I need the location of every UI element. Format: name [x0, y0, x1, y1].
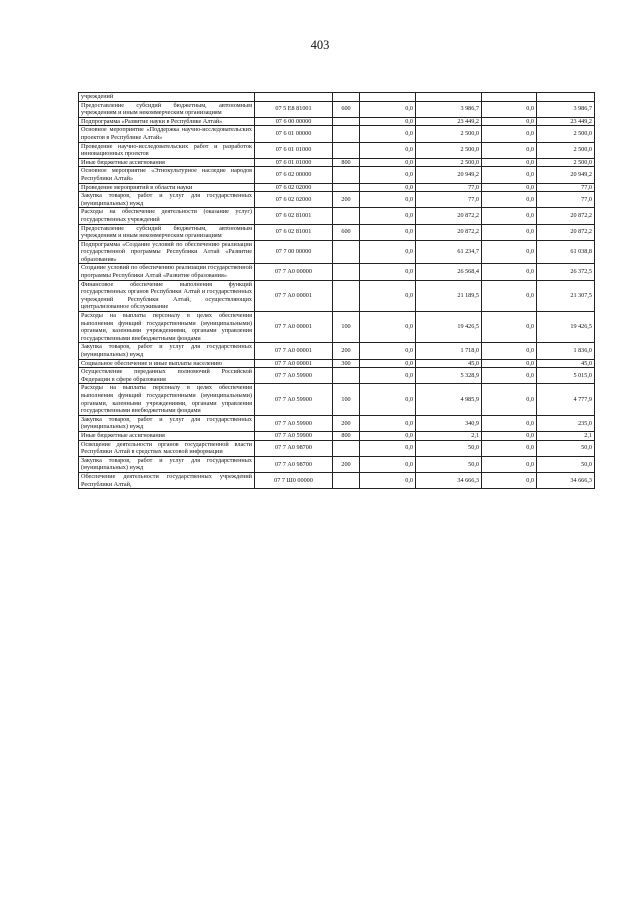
row-code: 07 7 А0 59900 — [255, 384, 333, 415]
row-code: 07 7 А0 98700 — [255, 456, 333, 472]
row-name: Подпрограмма «Создание условий по обеспечению реализации государственной программы Республики Алтай «Развитие образования» — [79, 240, 255, 264]
row-value-2: 2 500,0 — [416, 158, 482, 167]
row-code: 07 7 00 00000 — [255, 240, 333, 264]
table-row — [79, 472, 595, 488]
row-code: 07 6 01 00000 — [255, 126, 333, 142]
row-expense-type — [333, 440, 360, 456]
row-expense-type: 200 — [333, 415, 360, 431]
row-value-1: 0,0 — [360, 415, 416, 431]
row-value-4: 3 986,7 — [537, 101, 595, 117]
row-value-1: 0,0 — [360, 280, 416, 311]
row-value-4: 23 449,2 — [537, 117, 595, 126]
table-row — [79, 101, 595, 117]
table-row — [79, 208, 595, 224]
row-code: 07 7 А0 98700 — [255, 440, 333, 456]
table-body — [79, 93, 595, 489]
row-value-1: 0,0 — [360, 142, 416, 158]
row-code: 07 7 Ш0 00000 — [255, 472, 333, 488]
table-row — [79, 192, 595, 208]
row-name: Подпрограмма «Развитие науки в Республике Алтай» — [79, 117, 255, 126]
row-value-1: 0,0 — [360, 431, 416, 440]
row-expense-type: 800 — [333, 158, 360, 167]
row-value-1: 0,0 — [360, 440, 416, 456]
table-row — [79, 280, 595, 311]
table-row — [79, 224, 595, 240]
row-code: 07 7 А0 00001 — [255, 280, 333, 311]
row-value-4: 61 038,8 — [537, 240, 595, 264]
row-value-2: 61 234,7 — [416, 240, 482, 264]
row-expense-type — [333, 240, 360, 264]
row-value-3: 0,0 — [482, 368, 537, 384]
row-value-1: 0,0 — [360, 192, 416, 208]
row-value-3: 0,0 — [482, 117, 537, 126]
row-value-3 — [482, 93, 537, 102]
page-number: 403 — [310, 38, 330, 52]
row-value-3: 0,0 — [482, 192, 537, 208]
row-value-4: 235,0 — [537, 415, 595, 431]
row-value-3: 0,0 — [482, 101, 537, 117]
row-expense-type: 600 — [333, 101, 360, 117]
table-row — [79, 126, 595, 142]
row-value-4: 2 500,0 — [537, 126, 595, 142]
row-value-1: 0,0 — [360, 368, 416, 384]
table-row — [79, 456, 595, 472]
row-expense-type — [333, 167, 360, 183]
table-row — [79, 158, 595, 167]
row-name: Иные бюджетные ассигнования — [79, 158, 255, 167]
row-value-1: 0,0 — [360, 208, 416, 224]
row-code: 07 7 А0 59900 — [255, 415, 333, 431]
row-code: 07 6 00 00000 — [255, 117, 333, 126]
row-value-3: 0,0 — [482, 183, 537, 192]
row-value-2: 4 985,9 — [416, 384, 482, 415]
row-value-1: 0,0 — [360, 117, 416, 126]
row-name: Основное мероприятие «Этнокультурное наследие народов Республики Алтай» — [79, 167, 255, 183]
row-code: 07 6 02 02000 — [255, 192, 333, 208]
row-expense-type: 200 — [333, 343, 360, 359]
row-expense-type — [333, 93, 360, 102]
row-value-4: 26 372,5 — [537, 264, 595, 280]
row-value-4: 20 872,2 — [537, 224, 595, 240]
row-value-1: 0,0 — [360, 312, 416, 343]
row-value-4: 20 949,2 — [537, 167, 595, 183]
table-row — [79, 384, 595, 415]
row-value-2: 23 449,2 — [416, 117, 482, 126]
row-value-3: 0,0 — [482, 431, 537, 440]
row-value-4: 2 500,0 — [537, 158, 595, 167]
table-row — [79, 431, 595, 440]
row-value-4 — [537, 93, 595, 102]
row-value-2: 77,0 — [416, 192, 482, 208]
row-expense-type: 200 — [333, 192, 360, 208]
row-code: 07 7 А0 00000 — [255, 264, 333, 280]
row-value-4: 77,0 — [537, 192, 595, 208]
row-value-3: 0,0 — [482, 312, 537, 343]
row-name: Расходы на выплаты персоналу в целях обеспечения выполнения функций государственными (муниципальными) органами, казенными учреждениями, органами управления государственными внебюджетными фондами — [79, 384, 255, 415]
table-row — [79, 415, 595, 431]
row-value-1: 0,0 — [360, 472, 416, 488]
row-name: Проведение мероприятий в области науки — [79, 183, 255, 192]
row-expense-type — [333, 472, 360, 488]
budget-table — [78, 92, 595, 489]
row-value-4: 4 777,9 — [537, 384, 595, 415]
row-value-2: 77,0 — [416, 183, 482, 192]
row-value-2: 2,1 — [416, 431, 482, 440]
row-expense-type: 200 — [333, 456, 360, 472]
row-code: 07 7 А0 00001 — [255, 312, 333, 343]
row-name: Проведение научно-исследовательских работ и разработок инновационных проектов — [79, 142, 255, 158]
row-value-2: 45,0 — [416, 359, 482, 368]
row-value-4: 19 426,5 — [537, 312, 595, 343]
row-expense-type — [333, 264, 360, 280]
row-value-4: 50,0 — [537, 440, 595, 456]
row-value-4: 21 307,5 — [537, 280, 595, 311]
row-expense-type — [333, 126, 360, 142]
row-name: Закупка товаров, работ и услуг для государственных (муниципальных) нужд — [79, 456, 255, 472]
table-row — [79, 142, 595, 158]
row-name: Закупка товаров, работ и услуг для государственных (муниципальных) нужд — [79, 192, 255, 208]
row-value-1: 0,0 — [360, 167, 416, 183]
row-value-2: 2 500,0 — [416, 126, 482, 142]
row-value-4: 45,0 — [537, 359, 595, 368]
row-code: 07 6 01 01000 — [255, 142, 333, 158]
row-value-1: 0,0 — [360, 359, 416, 368]
row-name: Создание условий по обеспечению реализации государственной программы Республики Алтай «Развитие образования» — [79, 264, 255, 280]
row-value-2 — [416, 93, 482, 102]
row-value-2: 340,9 — [416, 415, 482, 431]
row-code: 07 7 А0 59900 — [255, 368, 333, 384]
row-code: 07 7 А0 59900 — [255, 431, 333, 440]
row-value-1: 0,0 — [360, 224, 416, 240]
row-value-3: 0,0 — [482, 158, 537, 167]
table-row — [79, 117, 595, 126]
row-value-3: 0,0 — [482, 224, 537, 240]
table-row — [79, 368, 595, 384]
row-expense-type — [333, 142, 360, 158]
row-expense-type: 600 — [333, 224, 360, 240]
row-name: Иные бюджетные ассигнования — [79, 431, 255, 440]
table-row — [79, 343, 595, 359]
row-value-3: 0,0 — [482, 167, 537, 183]
row-name: учреждений — [79, 93, 255, 102]
row-value-1: 0,0 — [360, 240, 416, 264]
row-expense-type: 100 — [333, 312, 360, 343]
row-code: 07 6 02 00000 — [255, 167, 333, 183]
table-row — [79, 240, 595, 264]
row-value-4: 34 666,3 — [537, 472, 595, 488]
row-value-2: 20 872,2 — [416, 224, 482, 240]
row-name: Обеспечение деятельности государственных учреждений Республики Алтай, — [79, 472, 255, 488]
row-expense-type: 100 — [333, 384, 360, 415]
row-name: Расходы на обеспечение деятельности (оказание услуг) государственных учреждений — [79, 208, 255, 224]
row-expense-type — [333, 117, 360, 126]
row-code: 07 6 02 02000 — [255, 183, 333, 192]
row-code: 07 5 E8 81001 — [255, 101, 333, 117]
row-value-3: 0,0 — [482, 208, 537, 224]
row-name: Расходы на выплаты персоналу в целях обеспечения выполнения функций государственными (муниципальными) органами, казенными учреждениями, органами управления государственными внебюджетными фондами — [79, 312, 255, 343]
row-value-3: 0,0 — [482, 440, 537, 456]
row-value-2: 2 500,0 — [416, 142, 482, 158]
row-code — [255, 93, 333, 102]
row-value-1: 0,0 — [360, 101, 416, 117]
row-value-4: 50,0 — [537, 456, 595, 472]
row-name: Предоставление субсидий бюджетным, автономным учреждениям и иным некоммерческим организациям — [79, 224, 255, 240]
row-value-3: 0,0 — [482, 280, 537, 311]
row-value-4: 5 015,0 — [537, 368, 595, 384]
row-value-1: 0,0 — [360, 158, 416, 167]
row-value-2: 19 426,5 — [416, 312, 482, 343]
row-value-3: 0,0 — [482, 384, 537, 415]
row-value-1: 0,0 — [360, 343, 416, 359]
row-name: Закупка товаров, работ и услуг для государственных (муниципальных) нужд — [79, 415, 255, 431]
row-value-2: 20 949,2 — [416, 167, 482, 183]
row-code: 07 7 А0 00001 — [255, 343, 333, 359]
table-row — [79, 359, 595, 368]
row-value-2: 50,0 — [416, 440, 482, 456]
row-value-2: 5 328,9 — [416, 368, 482, 384]
row-name: Закупка товаров, работ и услуг для государственных (муниципальных) нужд — [79, 343, 255, 359]
row-name: Осуществление переданных полномочий Российской Федерации в сфере образования — [79, 368, 255, 384]
table-row — [79, 167, 595, 183]
row-value-4: 2 500,0 — [537, 142, 595, 158]
row-expense-type — [333, 280, 360, 311]
row-value-2: 1 718,0 — [416, 343, 482, 359]
row-value-3: 0,0 — [482, 456, 537, 472]
row-name: Освещение деятельности органов государственной власти Республики Алтай в средствах массовой информации — [79, 440, 255, 456]
row-value-2: 21 189,5 — [416, 280, 482, 311]
row-value-4: 2,1 — [537, 431, 595, 440]
row-code: 07 7 А0 00001 — [255, 359, 333, 368]
table-row — [79, 93, 595, 102]
row-expense-type — [333, 183, 360, 192]
row-value-1 — [360, 93, 416, 102]
row-value-3: 0,0 — [482, 415, 537, 431]
row-value-1: 0,0 — [360, 456, 416, 472]
table-row — [79, 440, 595, 456]
row-expense-type — [333, 368, 360, 384]
row-value-1: 0,0 — [360, 264, 416, 280]
table-row — [79, 312, 595, 343]
row-value-1: 0,0 — [360, 126, 416, 142]
table-row — [79, 183, 595, 192]
row-code: 07 6 02 81001 — [255, 224, 333, 240]
row-expense-type — [333, 208, 360, 224]
row-value-1: 0,0 — [360, 384, 416, 415]
row-value-2: 34 666,3 — [416, 472, 482, 488]
row-expense-type: 300 — [333, 359, 360, 368]
row-value-4: 20 872,2 — [537, 208, 595, 224]
row-code: 07 6 01 01000 — [255, 158, 333, 167]
row-value-4: 1 836,0 — [537, 343, 595, 359]
row-value-3: 0,0 — [482, 343, 537, 359]
row-value-3: 0,0 — [482, 142, 537, 158]
row-name: Финансовое обеспечение выполнения функций государственных органов Республики Алтай и государственных учреждений Республики Алтай, осуществляющих централизованное обслуживание — [79, 280, 255, 311]
row-value-2: 50,0 — [416, 456, 482, 472]
row-value-2: 20 872,2 — [416, 208, 482, 224]
row-value-3: 0,0 — [482, 126, 537, 142]
row-expense-type: 800 — [333, 431, 360, 440]
row-code: 07 6 02 81001 — [255, 208, 333, 224]
row-value-2: 3 986,7 — [416, 101, 482, 117]
row-value-3: 0,0 — [482, 472, 537, 488]
row-name: Социальное обеспечение и иные выплаты населению — [79, 359, 255, 368]
row-value-2: 26 568,4 — [416, 264, 482, 280]
row-value-3: 0,0 — [482, 264, 537, 280]
row-value-1: 0,0 — [360, 183, 416, 192]
table-row — [79, 264, 595, 280]
row-value-3: 0,0 — [482, 240, 537, 264]
row-name: Основное мероприятие «Поддержка научно-исследовательских проектов в Республике Алтай» — [79, 126, 255, 142]
row-name: Предоставление субсидий бюджетным, автономным учреждениям и иным некоммерческим организациям — [79, 101, 255, 117]
row-value-3: 0,0 — [482, 359, 537, 368]
row-value-4: 77,0 — [537, 183, 595, 192]
